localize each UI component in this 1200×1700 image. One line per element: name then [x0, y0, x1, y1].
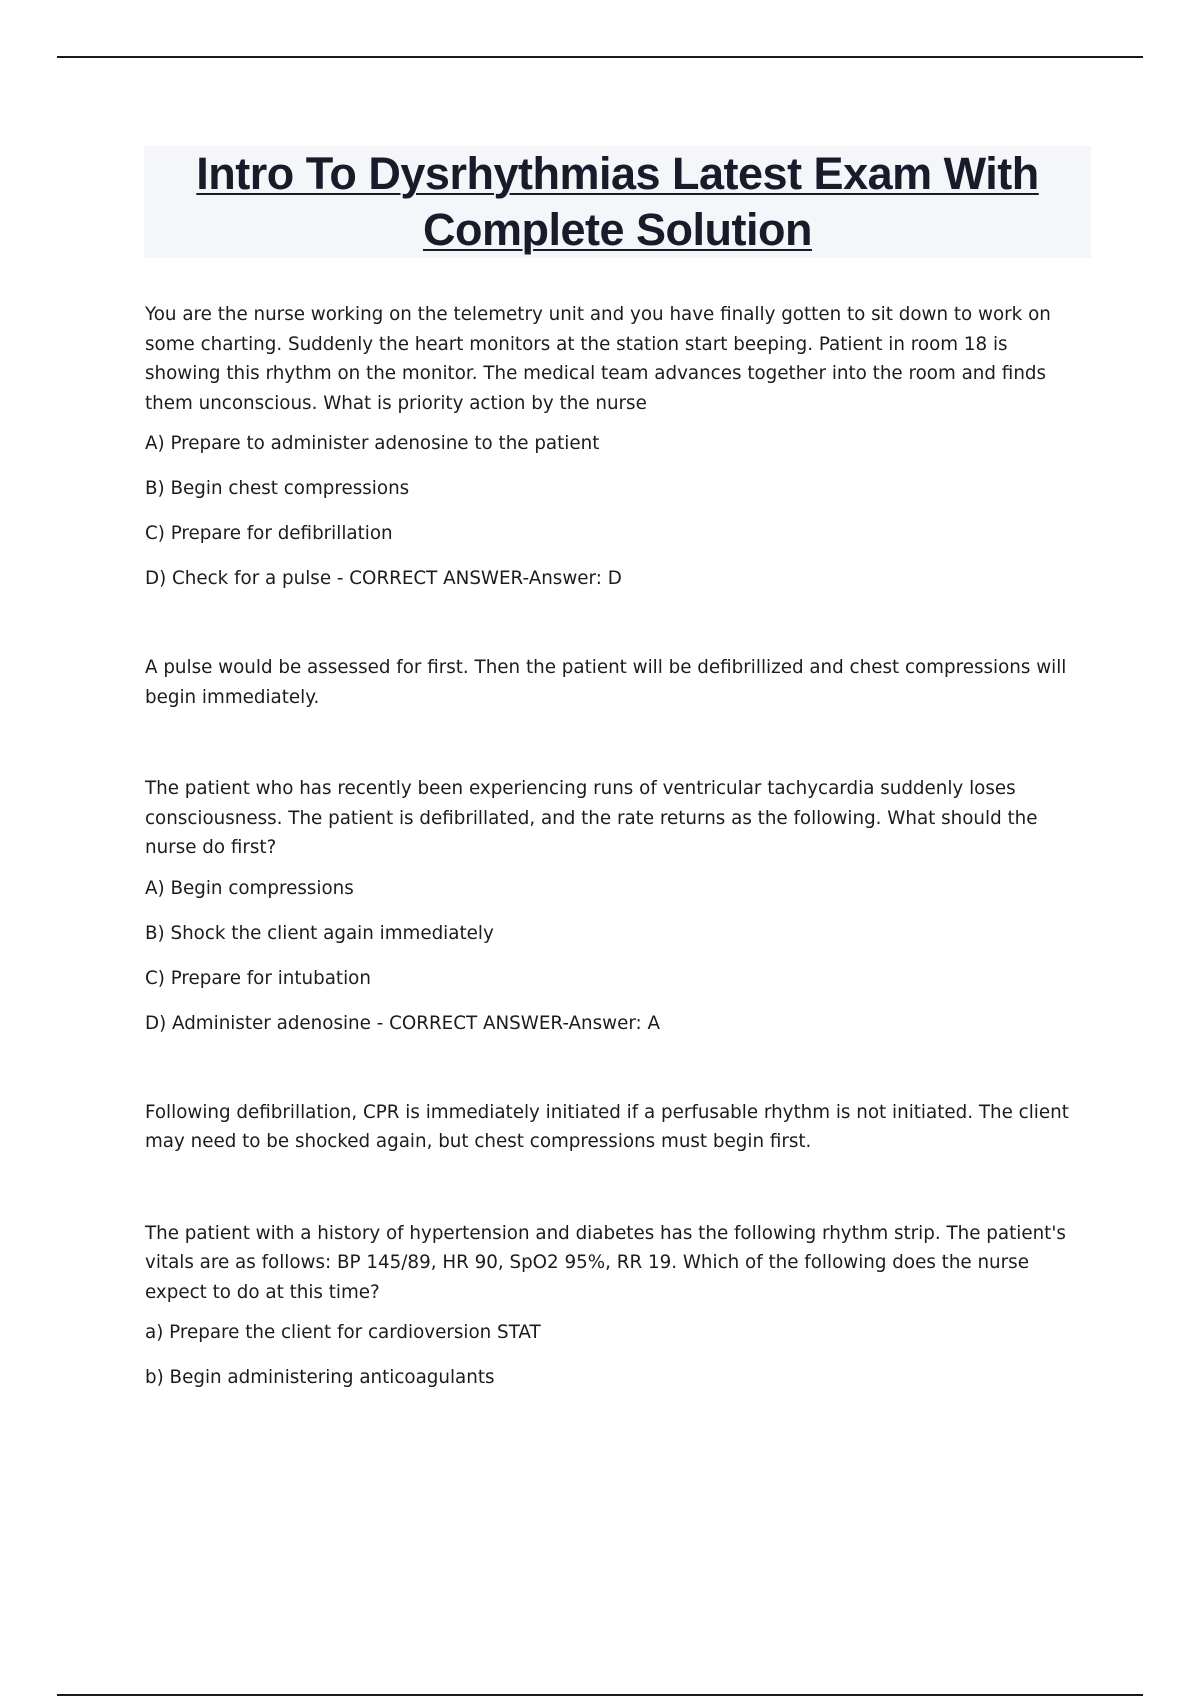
question-2-prompt: The patient who has recently been experiencing runs of ventricular tachycardia suddenly loses consciousness. The patient is defibrillated, and the rate returns as the following. What should the nurse do first? — [145, 778, 1038, 858]
question-2-rationale: Following defibrillation, CPR is immediately initiated if a perfusable rhythm is not initiated. The client may need to be shocked again, but chest compressions must begin first. — [145, 1101, 1069, 1152]
question-3-option-b: b) Begin administering anticoagulants — [145, 1367, 495, 1388]
question-1-option-a: A) Prepare to administer adenosine to the patient — [145, 433, 600, 454]
question-2-option-c: C) Prepare for intubation — [145, 967, 371, 989]
document-title-line-1: Intro To Dysrhythmias Latest Exam With — [196, 148, 1039, 199]
question-1-prompt: You are the nurse working on the telemetry unit and you have finally gotten to sit down to work on some charting. Suddenly the heart monitors at the station start beeping. Patient in room 18 is showing this rhythm on the monitor. The medical team advances together into the room and finds them unconscious. What is priority action by the nurse — [145, 304, 1051, 414]
question-3-option-a: a) Prepare the client for cardioversion STAT — [145, 1322, 541, 1343]
question-1-rationale: A pulse would be assessed for first. Then the patient will be defibrillized and chest compressions will begin immediately. — [145, 657, 1067, 708]
question-2-option-a: A) Begin compressions — [145, 877, 354, 899]
question-2-answer: D) Administer adenosine - CORRECT ANSWER-Answer: A — [145, 1012, 661, 1034]
title-banner — [144, 146, 1091, 258]
question-3-prompt: The patient with a history of hypertension and diabetes has the following rhythm strip. The patient's vitals are as follows: BP 145/89, HR 90, SpO2 95%, RR 19. Which of the following does the nurse expect to do at this time? — [145, 1222, 1066, 1303]
question-2-option-b: B) Shock the client again immediately — [145, 922, 494, 944]
top-rule — [57, 56, 1143, 58]
question-1-option-c: C) Prepare for defibrillation — [145, 523, 393, 544]
document-title-line-2: Complete Solution — [423, 204, 812, 255]
question-1-answer: D) Check for a pulse - CORRECT ANSWER-Answer: D — [145, 568, 622, 589]
bottom-rule — [57, 1694, 1143, 1696]
document-body — [145, 300, 1080, 1390]
question-1-option-b: B) Begin chest compressions — [145, 478, 410, 499]
